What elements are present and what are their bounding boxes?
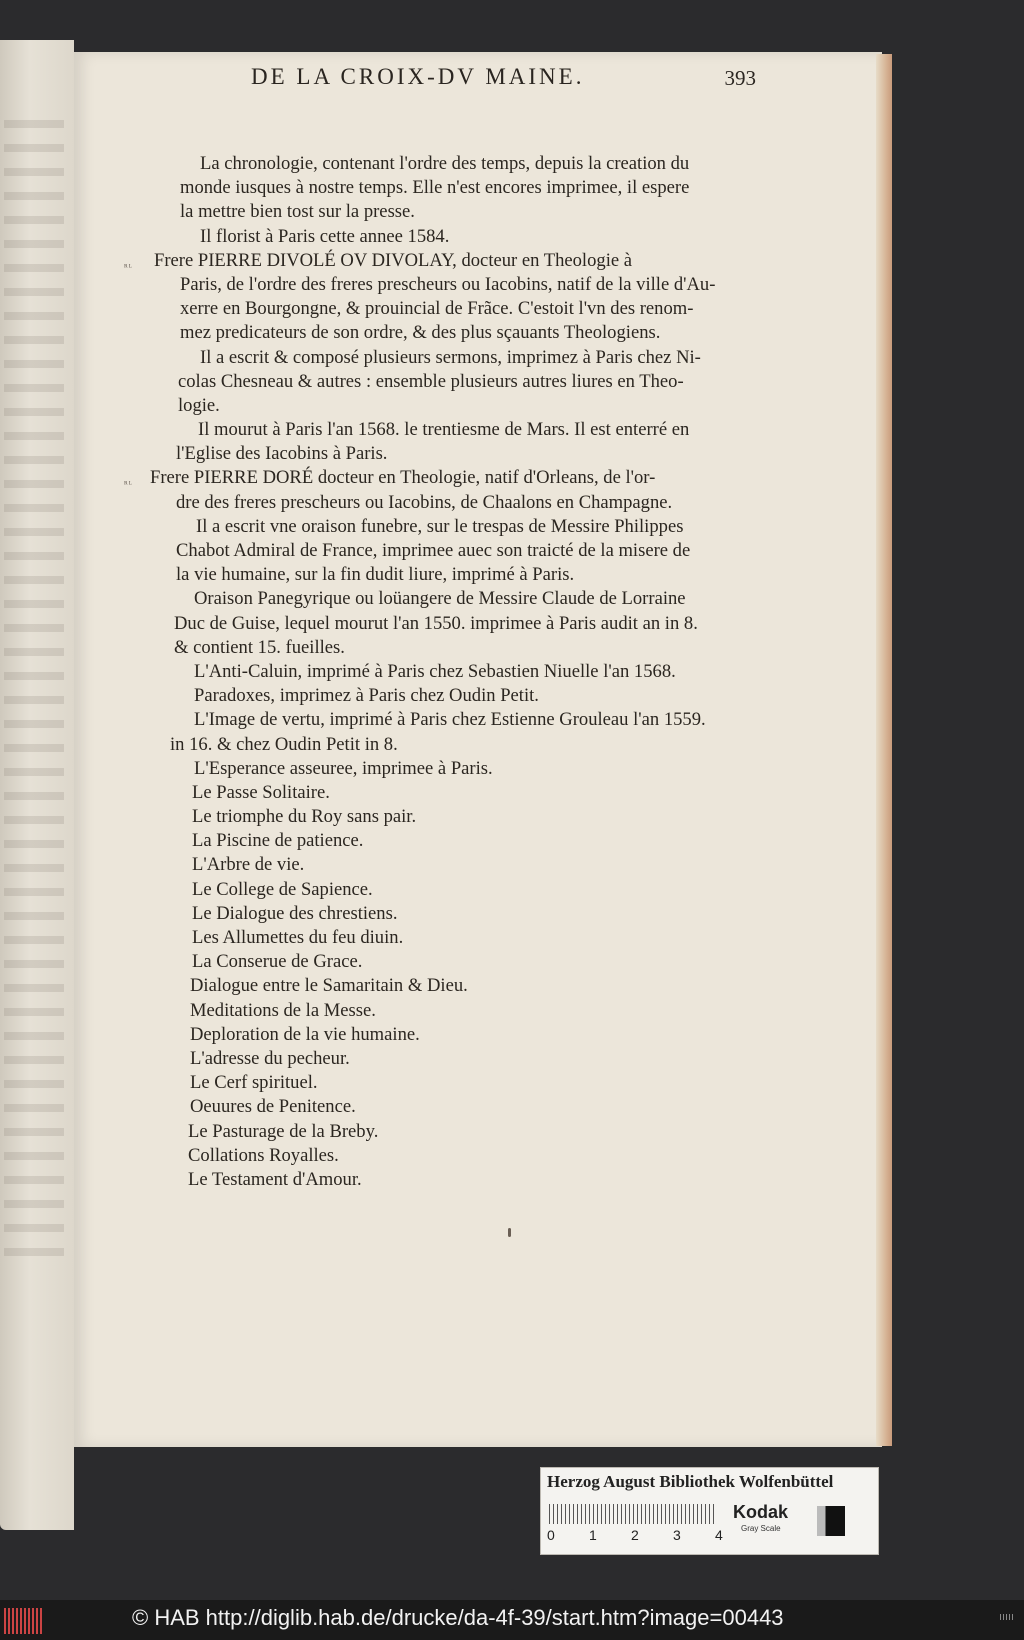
- text-line-content: La Piscine de patience.: [192, 830, 364, 852]
- text-line: [150, 152, 760, 176]
- text-line: [150, 1071, 760, 1095]
- text-line: [150, 1047, 760, 1071]
- text-line: [150, 757, 760, 781]
- text-line-content: monde iusques à nostre temps. Elle n'est encores imprimee, il espere: [180, 177, 690, 199]
- text-line: [150, 370, 760, 394]
- text-line: [150, 1168, 760, 1192]
- text-line-content: Le College de Sapience.: [192, 878, 373, 900]
- text-line: [150, 926, 760, 950]
- text-line-content: Il mourut à Paris l'an 1568. le trentiesme de Mars. Il est enterré en: [198, 419, 690, 441]
- page-number: 393: [724, 66, 756, 90]
- kodak-gray-scale-label: Gray Scale: [741, 1524, 781, 1533]
- text-line-content: la mettre bien tost sur la presse.: [180, 201, 415, 223]
- text-line-content: Frere PIERRE DORÉ docteur en Theologie, natif d'Orleans, de l'or-: [150, 467, 656, 489]
- text-line: [150, 200, 760, 224]
- body-text: [124, 152, 760, 1192]
- text-line-content: in 16. & chez Oudin Petit in 8.: [170, 733, 398, 755]
- text-line-content: la vie humaine, sur la fin dudit liure, imprimé à Paris.: [176, 564, 575, 586]
- ink-mark: [508, 1228, 511, 1237]
- text-line-content: Les Allumettes du feu diuin.: [192, 927, 404, 948]
- text-line: [150, 442, 760, 466]
- facing-page-edge: [0, 40, 74, 1530]
- text-line-content: Meditations de la Messe.: [190, 999, 376, 1021]
- text-line: [150, 346, 760, 370]
- text-line-content: mez predicateurs de son ordre, & des plus sçauants Theologiens.: [180, 322, 661, 344]
- text-line-content: & contient 15. fueilles.: [174, 636, 345, 658]
- text-line: [150, 225, 760, 249]
- text-line: [150, 394, 760, 418]
- text-line: [150, 539, 760, 563]
- text-line-content: Chabot Admiral de France, imprimee auec son traicté de la misere de: [176, 540, 691, 561]
- text-line-content: l'Eglise des Iacobins à Paris.: [176, 443, 388, 465]
- text-line-content: colas Chesneau & autres : ensemble plusieurs autres liures en Theo-: [178, 370, 684, 392]
- running-title: DE LA CROIX-DV MAINE.: [251, 64, 585, 89]
- text-line: [150, 563, 760, 587]
- text-line: [150, 974, 760, 998]
- text-line-content: Le Cerf spirituel.: [190, 1072, 318, 1094]
- text-line: [150, 587, 760, 611]
- text-line-content: xerre en Bourgongne, & prouincial de Frãce. C'estoit l'vn des renom-: [180, 298, 694, 320]
- text-line: [150, 1144, 760, 1168]
- text-line-content: Il a escrit & composé plusieurs sermons, imprimez à Paris chez Ni-: [200, 346, 701, 368]
- text-line-content: Le triomphe du Roy sans pair.: [192, 806, 417, 828]
- text-line-content: Dialogue entre le Samaritain & Dieu.: [190, 975, 468, 997]
- footer-bar: [0, 1600, 1024, 1640]
- text-line: [150, 660, 760, 684]
- text-line-content: L'Arbre de vie.: [192, 854, 305, 876]
- text-line-content: Oraison Panegyrique ou loüangere de Messire Claude de Lorraine: [194, 588, 686, 610]
- text-line: [150, 684, 760, 708]
- text-line-content: Deploration de la vie humaine.: [190, 1023, 420, 1045]
- scale-label: 3: [673, 1527, 681, 1543]
- marginal-note: ᴿᴸ: [124, 479, 134, 490]
- text-line: [150, 515, 760, 539]
- text-line-content: L'Image de vertu, imprimé à Paris chez Estienne Grouleau l'an 1559.: [194, 709, 706, 731]
- text-line: [150, 781, 760, 805]
- text-line-content: logie.: [178, 394, 220, 416]
- library-color-scale-stamp: [540, 1467, 879, 1555]
- text-line: [150, 176, 760, 200]
- text-line-content: Paris, de l'ordre des freres prescheurs ou Iacobins, natif de la ville d'Au-: [180, 273, 716, 295]
- text-line: [150, 999, 760, 1023]
- text-line-content: Le Testament d'Amour.: [188, 1168, 362, 1190]
- text-line: [124, 249, 760, 273]
- text-line: [150, 418, 760, 442]
- text-line-content: Il a escrit vne oraison funebre, sur le trespas de Messire Philippes: [196, 515, 684, 537]
- text-line: [150, 636, 760, 660]
- text-line: [150, 950, 760, 974]
- text-line-content: Il florist à Paris cette annee 1584.: [200, 225, 450, 247]
- text-line: [150, 902, 760, 926]
- scale-label: 2: [631, 1527, 639, 1543]
- text-line: [150, 273, 760, 297]
- text-line-content: Duc de Guise, lequel mourut l'an 1550. imprimee à Paris audit an in 8.: [174, 612, 698, 634]
- text-line: [150, 1095, 760, 1119]
- text-line-content: Collations Royalles.: [188, 1144, 339, 1166]
- facing-page-text-fragment: [4, 120, 64, 1270]
- text-line: [124, 466, 760, 490]
- page-edge: [876, 54, 892, 1446]
- text-line: [150, 321, 760, 345]
- text-line: [150, 829, 760, 853]
- text-line: [150, 878, 760, 902]
- text-line-content: La chronologie, contenant l'ordre des temps, depuis la creation du: [200, 153, 690, 174]
- text-line-content: L'adresse du pecheur.: [190, 1047, 350, 1069]
- gray-scale-patch: [817, 1506, 845, 1536]
- scale-label: 1: [589, 1527, 597, 1543]
- text-line: [150, 612, 760, 636]
- text-line: [150, 297, 760, 321]
- text-line-content: Le Dialogue des chrestiens.: [192, 902, 398, 924]
- copyright-link[interactable]: © HAB http://diglib.hab.de/drucke/da-4f-39/start.htm?image=00443: [132, 1605, 784, 1630]
- text-line-content: Le Pasturage de la Breby.: [188, 1120, 379, 1142]
- text-line: [150, 853, 760, 877]
- text-line: [150, 805, 760, 829]
- kodak-brand: Kodak: [733, 1502, 789, 1522]
- text-line: [150, 491, 760, 515]
- text-line: [150, 1023, 760, 1047]
- text-line: [150, 708, 760, 732]
- text-line-content: Frere PIERRE DIVOLÉ OV DIVOLAY, docteur en Theologie à: [154, 249, 633, 271]
- text-line-content: dre des freres prescheurs ou Iacobins, de Chaalons en Champagne.: [176, 491, 673, 513]
- text-line: [150, 1120, 760, 1144]
- text-line: [150, 733, 760, 757]
- text-line-content: Paradoxes, imprimez à Paris chez Oudin Petit.: [194, 685, 539, 707]
- scale-ruler: [549, 1504, 717, 1524]
- marginal-note: ᴿᴸ: [124, 261, 134, 272]
- text-line-content: L'Esperance asseuree, imprimee à Paris.: [194, 757, 493, 779]
- text-line-content: L'Anti-Caluin, imprimé à Paris chez Sebastien Niuelle l'an 1568.: [194, 660, 676, 682]
- stamp-title: Herzog August Bibliothek Wolfenbüttel: [547, 1472, 834, 1491]
- text-line-content: Le Passe Solitaire.: [192, 781, 330, 803]
- barcode-icon: [4, 1608, 44, 1634]
- scale-label: 4: [715, 1527, 723, 1543]
- scale-label: 0: [547, 1527, 555, 1543]
- text-line-content: La Conserue de Grace.: [192, 951, 363, 973]
- footer-mark-icon: [1000, 1614, 1014, 1620]
- text-line-content: Oeuures de Penitence.: [190, 1096, 356, 1118]
